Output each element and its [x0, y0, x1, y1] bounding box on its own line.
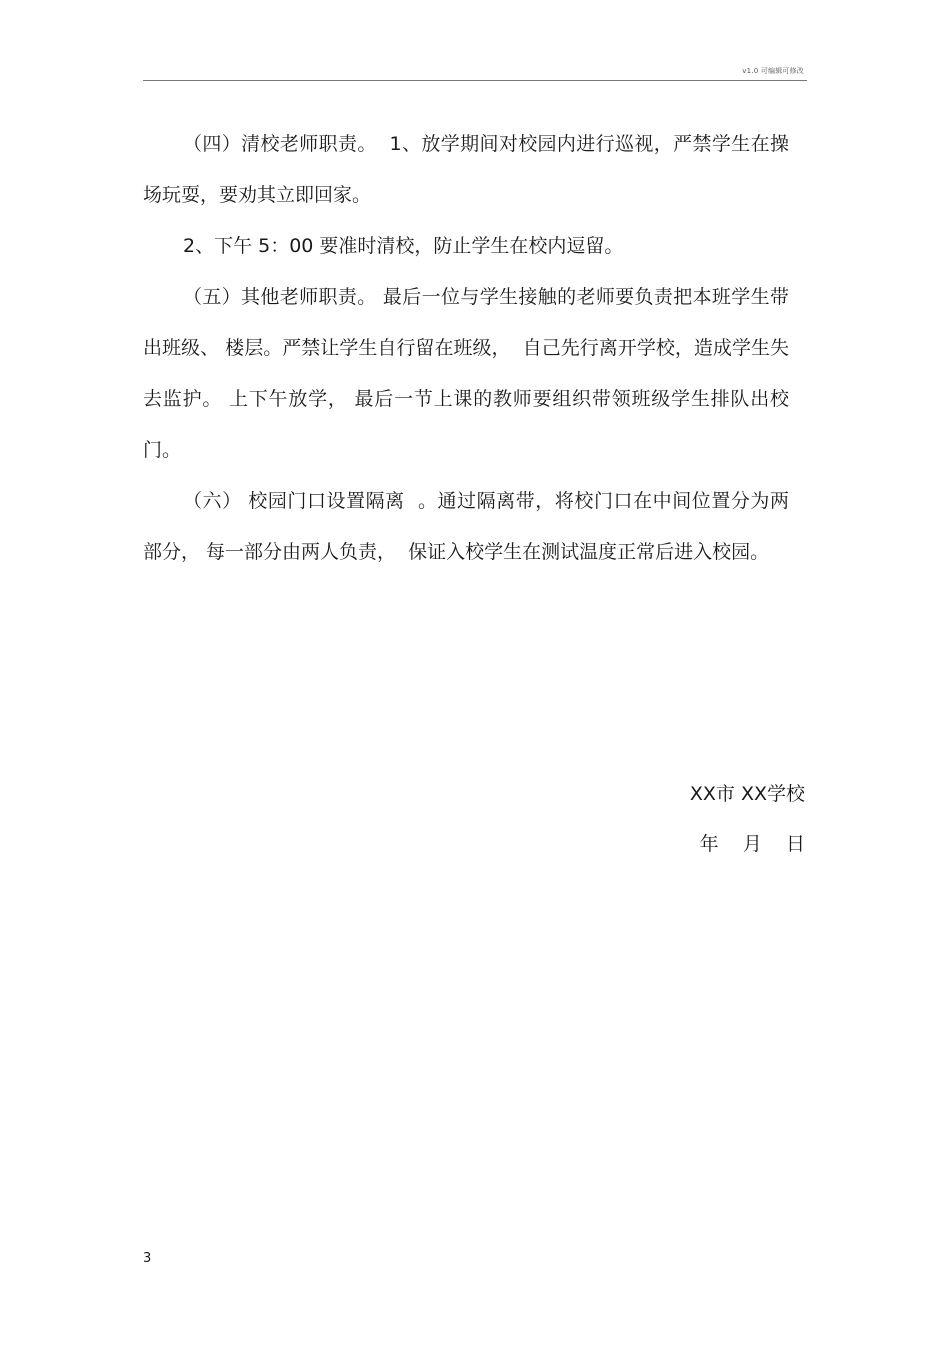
version-note: v1.0 可编辑可修改 [742, 67, 804, 75]
page-number: 3 [143, 1251, 152, 1266]
signature-organization: XX市 XX学校 [689, 783, 805, 805]
paragraph-other-teacher-duties: （五）其他老师职责。 最后一位与学生接触的老师要负责把本班学生带出班级、 楼层。严禁让学生自行留在班级， 自己先行离开学校，造成学生失去监护。 上下午放学， 最后一节上课的教师要组织带领班级学生排队出校门。 [143, 286, 789, 461]
header-divider [143, 80, 807, 81]
paragraph-gate-isolation: （六） 校园门口设置隔离 。通过隔离带，将校门口在中间位置分为两部分， 每一部分由两人负责， 保证入校学生在测试温度正常后进入校园。 [143, 490, 789, 563]
paragraph-clearing-time: 2、下午 5：00 要准时清校，防止学生在校内逗留。 [183, 235, 624, 257]
signature-date: 年 月 日 [699, 833, 805, 855]
document-body [143, 119, 789, 578]
paragraph-teacher-clearing-duties: （四）清校老师职责。 1、放学期间对校园内进行巡视，严禁学生在操场玩耍，要劝其立即回家。 [143, 133, 789, 206]
